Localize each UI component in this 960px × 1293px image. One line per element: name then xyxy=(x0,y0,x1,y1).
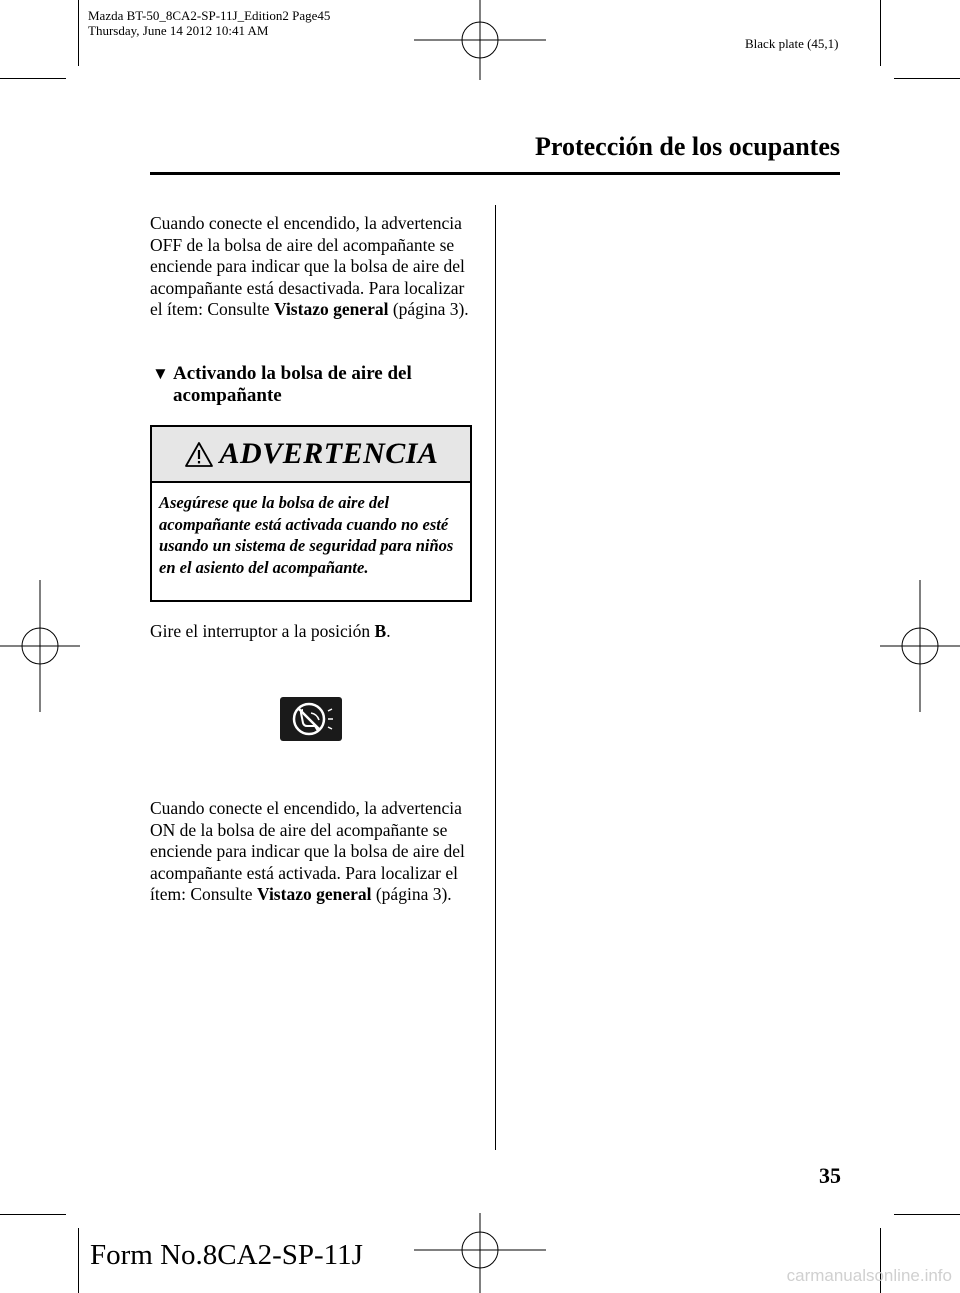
outro-paragraph xyxy=(150,798,478,906)
form-number: Form No.8CA2-SP-11J xyxy=(90,1239,363,1271)
heading-line1: Activando la bolsa de aire del xyxy=(173,363,412,384)
registration-target-left xyxy=(0,580,80,712)
heading-marker-icon: ▼ xyxy=(152,364,169,383)
crop-mark xyxy=(0,1214,66,1215)
intro-paragraph xyxy=(150,213,478,321)
warning-text: Asegúrese que la bolsa de aire del acompañante está activada cuando no esté usando un sistema de seguridad para niños en el asiento del acompañante. xyxy=(159,493,454,577)
page-number: 35 xyxy=(819,1163,841,1188)
heading-line2: acompañante xyxy=(173,385,282,406)
intro-ref-page: (página 3). xyxy=(392,299,469,320)
outro-ref-page: (página 3). xyxy=(375,884,452,905)
registration-target-right xyxy=(880,580,960,712)
intro-ref-link[interactable]: Vistazo general xyxy=(273,299,389,320)
instruction-paragraph xyxy=(150,621,480,643)
instruction-end: . xyxy=(386,621,391,641)
outro-text: Cuando conecte el encendido, la advertencia ON de la bolsa de aire del acompañante se enciende para indicar que la bolsa de aire del acompañante está activada. Para localizar el ítem: Consulte xyxy=(150,798,465,905)
warning-header xyxy=(152,427,470,483)
crop-mark xyxy=(880,0,881,66)
print-meta xyxy=(88,8,330,38)
outro-ref-link[interactable]: Vistazo general xyxy=(256,884,372,905)
print-meta-line2: Thursday, June 14 2012 10:41 AM xyxy=(88,23,269,38)
warning-triangle-icon xyxy=(184,441,214,468)
crop-mark xyxy=(78,0,79,66)
instruction-text: Gire el interruptor a la posición xyxy=(150,621,371,641)
section-title: Protección de los ocupantes xyxy=(535,132,840,161)
passenger-airbag-off-indicator-icon xyxy=(280,697,342,741)
column-divider xyxy=(495,205,496,1150)
intro-text: Cuando conecte el encendido, la advertencia OFF de la bolsa de aire del acompañante se enciende para indicar que la bolsa de aire del acompañante está desactivada. Para localizar el ítem: Consulte xyxy=(150,213,465,320)
registration-target-bottom xyxy=(414,1213,546,1293)
section-heading xyxy=(152,363,482,407)
plate-label: Black plate (45,1) xyxy=(745,36,839,51)
registration-target-top xyxy=(414,0,546,80)
crop-mark xyxy=(0,78,66,79)
crop-mark xyxy=(894,1214,960,1215)
section-rule xyxy=(150,172,840,175)
warning-title: ADVERTENCIA xyxy=(219,437,439,470)
crop-mark xyxy=(894,78,960,79)
watermark: carmanualsonline.info xyxy=(786,1266,952,1285)
instruction-position: B xyxy=(374,621,387,641)
crop-mark xyxy=(78,1228,79,1293)
print-meta-line1: Mazda BT-50_8CA2-SP-11J_Edition2 Page45 xyxy=(88,8,331,23)
warning-box xyxy=(150,425,472,602)
